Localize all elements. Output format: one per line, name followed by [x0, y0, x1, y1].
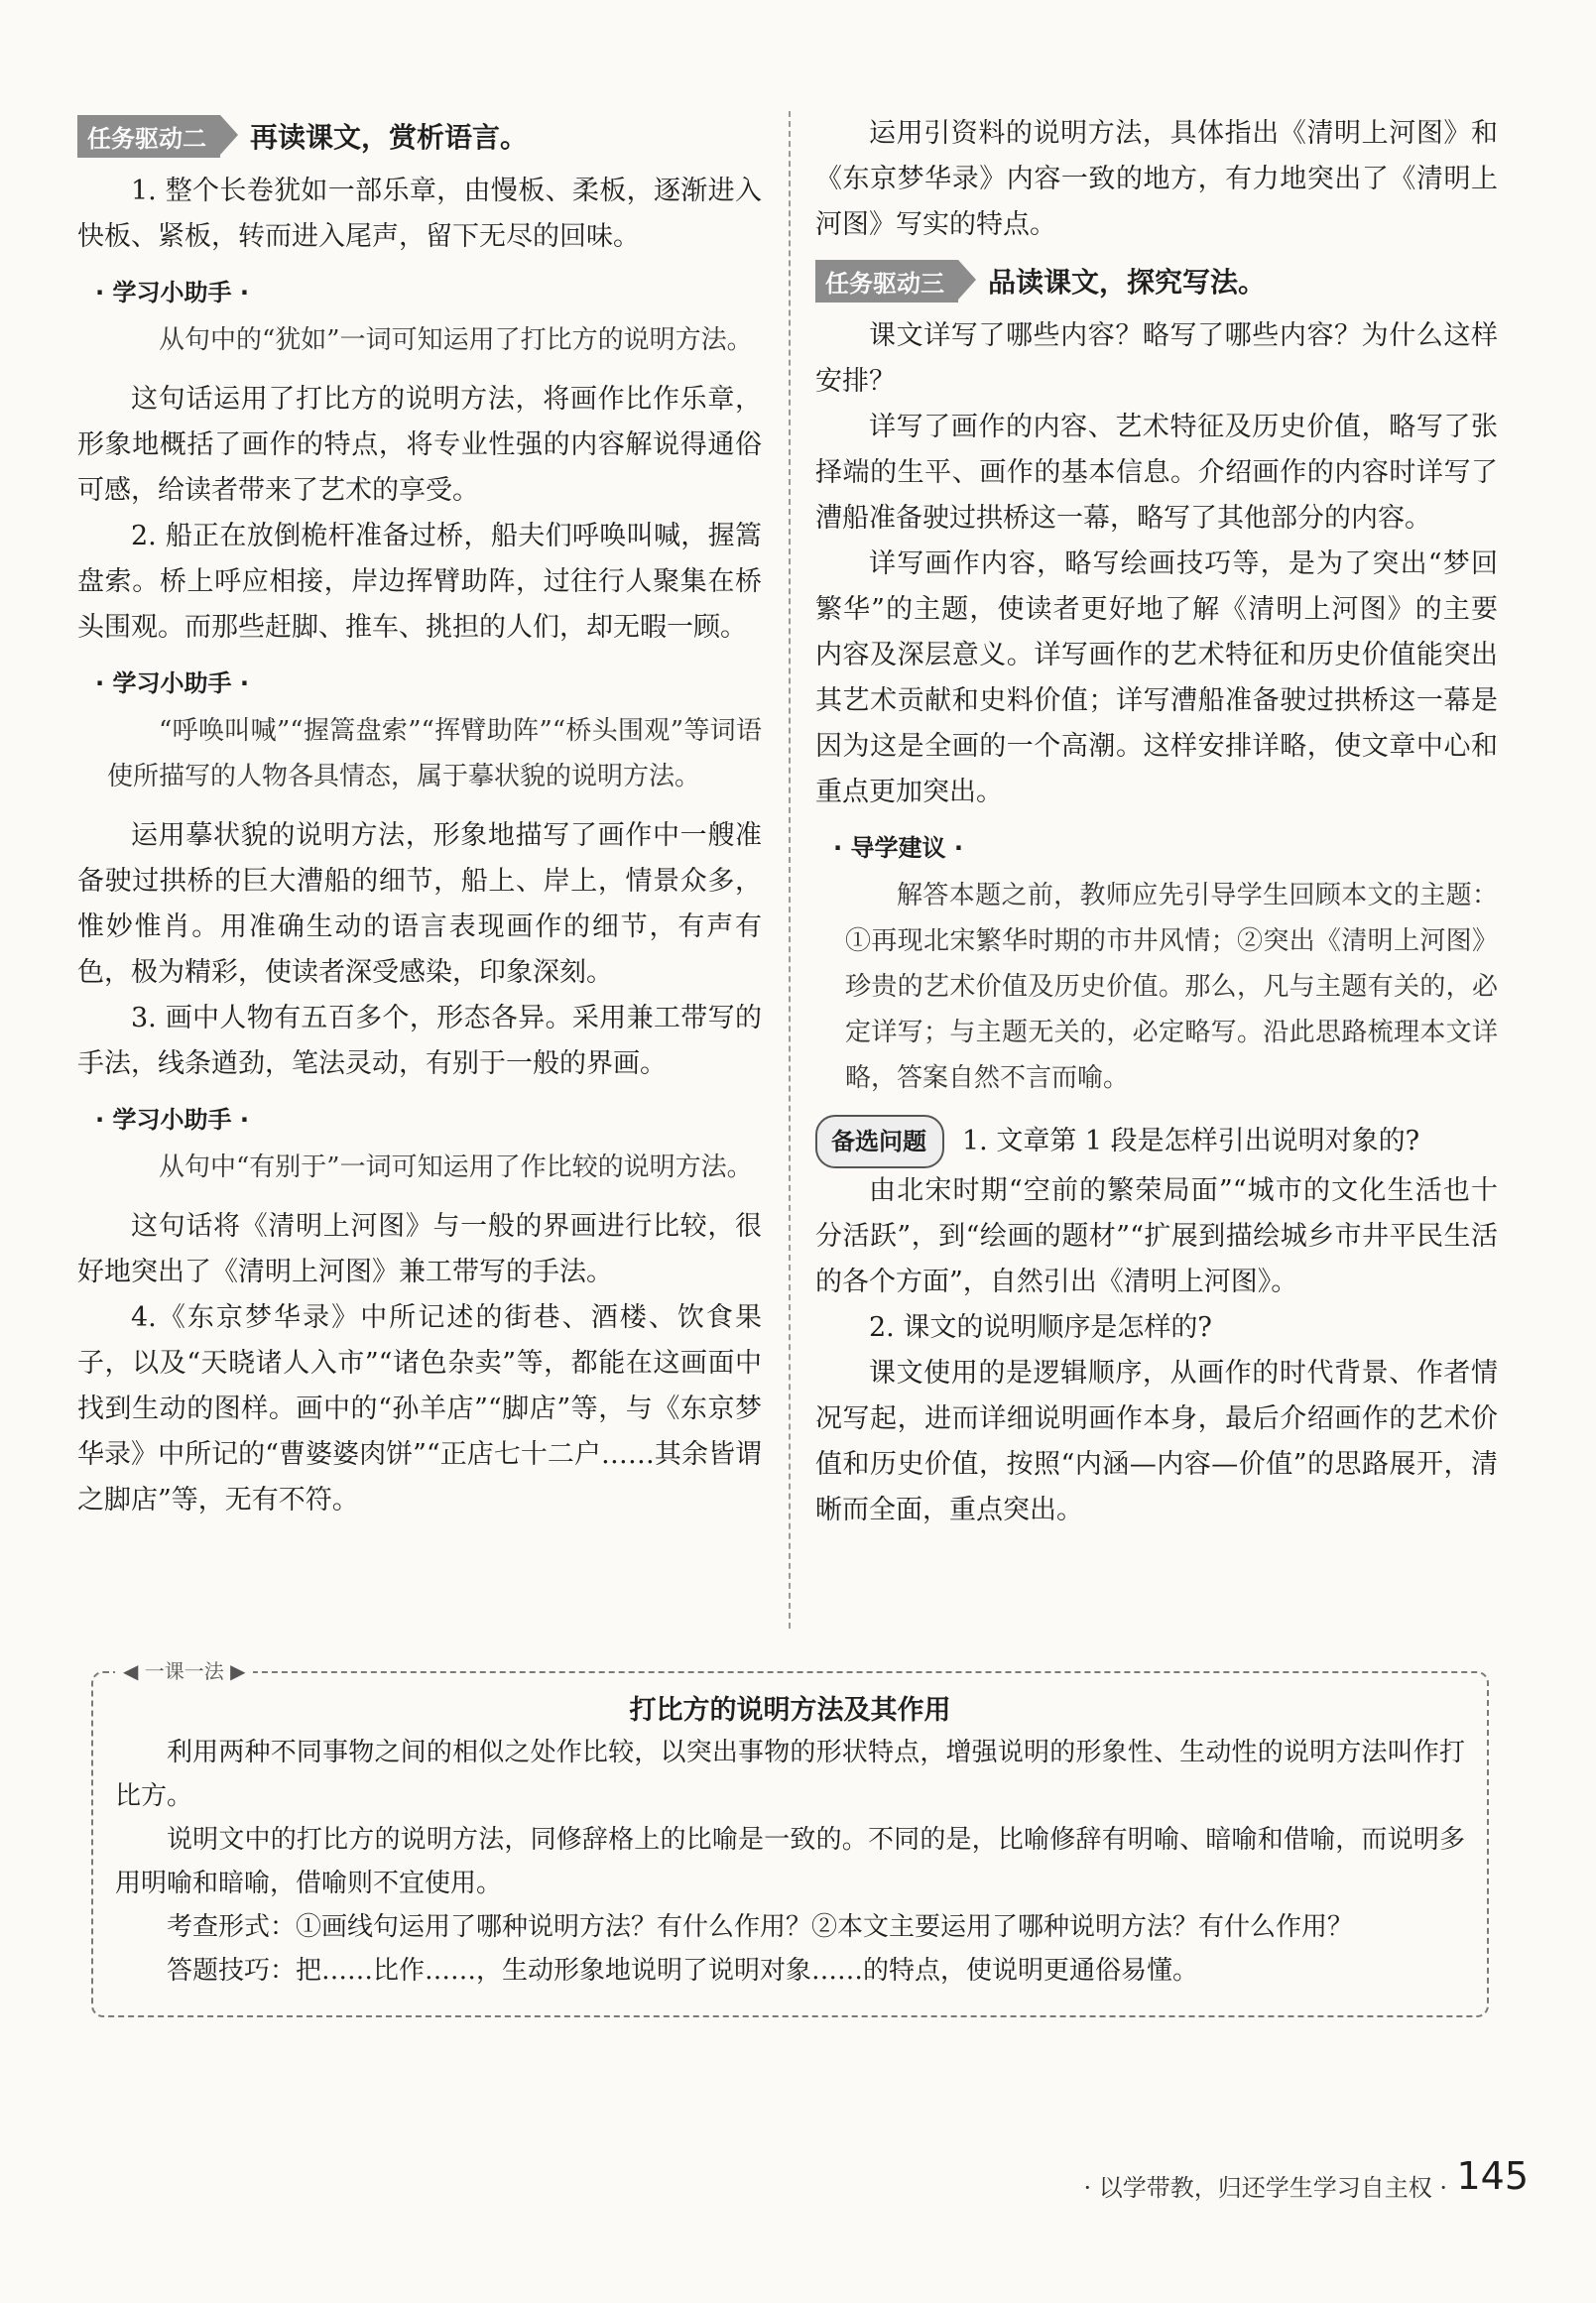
helper-heading-2: · 学习小助手 · [95, 669, 249, 697]
alt-question-1: 1. 文章第 1 段是怎样引出说明对象的? [962, 1126, 1420, 1156]
answer-1: 这句话运用了打比方的说明方法，将画作比作乐章，形象地概括了画作的特点，将专业性强的内容解说得通俗可感，给读者带来了艺术的享受。 [77, 384, 762, 506]
method-para-3: 考查形式：①画线句运用了哪种说明方法？有什么作用？②本文主要运用了哪种说明方法？有什么作用？ [167, 1912, 1354, 1942]
method-para-2: 说明文中的打比方的说明方法，同修辞格上的比喻是一致的。不同的是，比喻修辞有明喻、暗喻和借喻，而说明多用明喻和暗喻，借喻则不宜使用。 [115, 1825, 1465, 1898]
question-1: 1. 整个长卷犹如一部乐章，由慢板、柔板，逐渐进入快板、紧板，转而进入尾声，留下无尽的回味。 [77, 176, 762, 252]
alt-answer-1: 由北宋时期“空前的繁荣局面”“城市的文化生活也十分活跃”，到“绘画的题材”“扩展到描绘城乡市井平民生活的各个方面”，自然引出《清明上河图》。 [815, 1175, 1498, 1297]
alt-question-2: 2. 课文的说明顺序是怎样的? [869, 1312, 1212, 1343]
question-5: 课文详写了哪些内容？略写了哪些内容？为什么这样安排？ [815, 320, 1498, 397]
helper-tip-2: “呼唤叫喊”“握篙盘索”“挥臂助阵”“桥头围观”等词语使所描写的人物各具情态，属于摹状貌的说明方法。 [107, 716, 762, 791]
guide-heading: · 导学建议 · [833, 834, 963, 862]
guide-text: 解答本题之前，教师应先引导学生回顾本文的主题：①再现北宋繁华时期的市井风情；②突出《清明上河图》珍贵的艺术价值及历史价值。那么，凡与主题有关的，必定详写；与主题无关的，必定略写。沿此思路梳理本文详略，答案自然不言而喻。 [845, 881, 1498, 1093]
question-2: 2. 船正在放倒桅杆准备过桥，船夫们呼唤叫喊，握篙盘索。桥上呼应相接，岸边挥臂助阵，过往行人聚集在桥头围观。而那些赶脚、推车、挑担的人们，却无暇一顾。 [77, 521, 762, 643]
method-title: 打比方的说明方法及其作用 [629, 1695, 951, 1726]
footer-slogan: · 以学带教，归还学生学习自主权 · [1083, 2174, 1447, 2202]
question-3: 3. 画中人物有五百多个，形态各异。采用兼工带写的手法，线条遒劲，笔法灵动，有别于一般的界画。 [77, 1003, 762, 1079]
answer-2: 运用摹状貌的说明方法，形象地描写了画作中一艘准备驶过拱桥的巨大漕船的细节，船上、岸上，情景众多，惟妙惟肖。用准确生动的语言表现画作的细节，有声有色，极为精彩，使读者深受感染，印象深刻。 [77, 820, 762, 988]
page-number: 145 [1456, 2154, 1529, 2198]
alt-questions-badge: 备选问题 [815, 1115, 944, 1168]
task-2-header [77, 111, 762, 161]
method-para-1: 利用两种不同事物之间的相似之处作比较，以突出事物的形状特点，增强说明的形象性、生动性的说明方法叫作打比方。 [115, 1738, 1465, 1811]
answer-3: 这句话将《清明上河图》与一般的界画进行比较，很好地突出了《清明上河图》兼工带写的手法。 [77, 1211, 762, 1287]
answer-5b: 详写画作内容，略写绘画技巧等，是为了突出“梦回繁华”的主题，使读者更好地了解《清明上河图》的主要内容及深层意义。详写画作的艺术特征和历史价值能突出其艺术贡献和史料价值；详写漕船准备驶过拱桥这一幕是因为这是全画的一个高潮。这样安排详略，使文章中心和重点更加突出。 [815, 548, 1498, 807]
answer-5a: 详写了画作的内容、艺术特征及历史价值，略写了张择端的生平、画作的基本信息。介绍画作的内容时详写了漕船准备驶过拱桥这一幕，略写了其他部分的内容。 [815, 412, 1498, 534]
alt-question-1-line [815, 1115, 1498, 1168]
right-column [815, 111, 1498, 1533]
helper-heading-1: · 学习小助手 · [95, 279, 249, 306]
column-divider [789, 111, 791, 1629]
helper-tip-3: 从句中“有别于”一词可知运用了作比较的说明方法。 [159, 1152, 753, 1182]
method-tag: ◀ 一课一法 ▶ [115, 1655, 253, 1684]
left-column [77, 111, 762, 1523]
question-4: 4.《东京梦华录》中所记述的街巷、酒楼、饮食果子，以及“天晓诸人入市”“诸色杂卖”等，都能在这画面中找到生动的图样。画中的“孙羊店”“脚店”等，与《东京梦华录》中所记的“曹婆婆肉饼”“正店七十二户……其余皆谓之脚店”等，无有不符。 [77, 1302, 762, 1515]
task-2-badge: 任务驱动二 [77, 115, 220, 158]
task-3-header [815, 256, 1498, 305]
helper-heading-3: · 学习小助手 · [95, 1106, 249, 1134]
task-3-title: 品读课文，探究写法。 [988, 266, 1267, 299]
one-lesson-one-method-box [91, 1659, 1489, 2017]
helper-tip-1: 从句中的“犹如”一词可知运用了打比方的说明方法。 [159, 325, 753, 355]
task-3-badge: 任务驱动三 [815, 260, 958, 303]
method-para-4: 答题技巧：把……比作……，生动形象地说明了说明对象……的特点，使说明更通俗易懂。 [167, 1956, 1199, 1986]
answer-4: 运用引资料的说明方法，具体指出《清明上河图》和《东京梦华录》内容一致的地方，有力地突出了《清明上河图》写实的特点。 [815, 118, 1498, 240]
task-2-title: 再读课文，赏析语言。 [250, 121, 529, 154]
alt-answer-2: 课文使用的是逻辑顺序，从画作的时代背景、作者情况写起，进而详细说明画作本身，最后介绍画作的艺术价值和历史价值，按照“内涵—内容—价值”的思路展开，清晰而全面，重点突出。 [815, 1358, 1498, 1525]
